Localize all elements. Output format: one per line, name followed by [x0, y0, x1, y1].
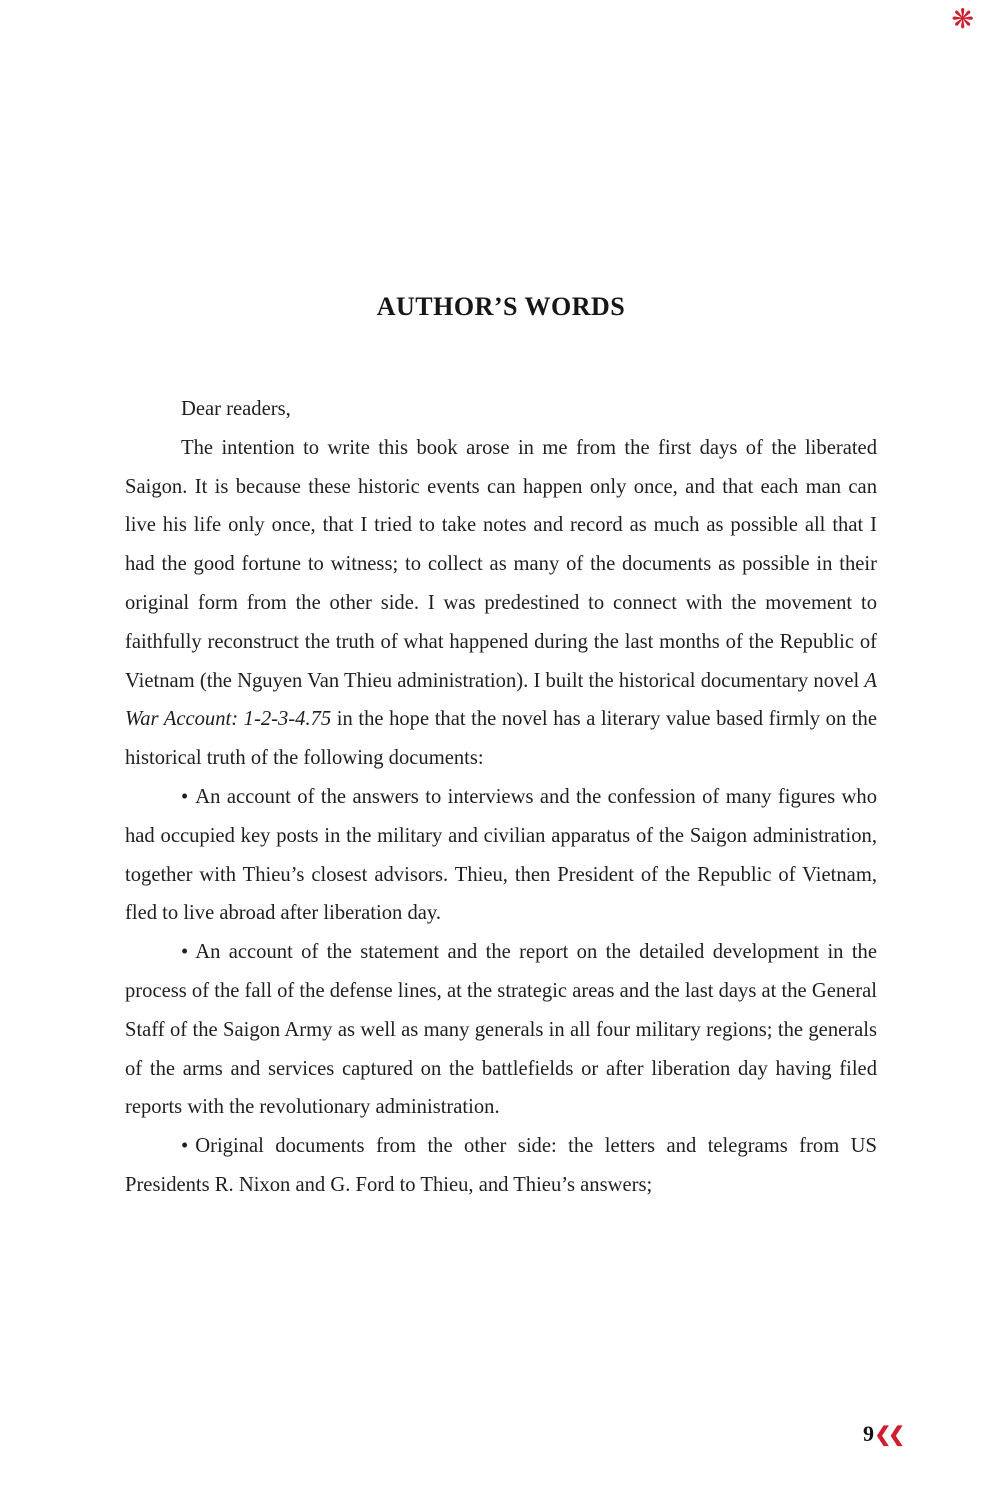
- ornament-asterisk-icon: ❋: [951, 4, 974, 34]
- bullet-paragraph: [125, 1127, 877, 1205]
- rewind-arrows-icon: ❮❮: [874, 1424, 902, 1446]
- salutation: Dear readers,: [181, 398, 291, 420]
- intro-text-after: in the hope that the novel has a literary value based firmly on the historical truth of the following documents:: [125, 708, 877, 770]
- body-text: [125, 390, 877, 1205]
- bullet-text: An account of the answers to interviews and the confession of many figures who had occupied key posts in the military and civilian apparatus of the Saigon administration, together with Thieu’s closest advisors. Thieu, then President of the Republic of Vietnam, fled to live abroad after liberation day.: [125, 785, 877, 925]
- bullet-icon: •: [181, 941, 189, 964]
- bullet-icon: •: [181, 1135, 189, 1158]
- book-title-italic: A War Account: 1-2-3-4.75: [125, 669, 877, 731]
- page-footer: [863, 1421, 902, 1447]
- intro-paragraph: [125, 429, 877, 778]
- bullet-text: An account of the statement and the report on the detailed development in the process of the fall of the defense lines, at the strategic areas and the last days at the General Staff of the Saigon Army as well as many generals in all four military regions; the generals of the arms and services captured on the battlefields or after liberation day having filed reports with the revolutionary administration.: [125, 941, 877, 1119]
- bullet-text: Original documents from the other side: the letters and telegrams from US Presidents R. Nixon and G. Ford to Thieu, and Thieu’s answers;: [125, 1135, 877, 1196]
- page-number: 9: [862, 1421, 875, 1446]
- page-content: [125, 0, 877, 1205]
- bullet-icon: •: [181, 785, 189, 808]
- bullet-paragraph: [125, 933, 877, 1127]
- bullet-paragraph: [125, 778, 877, 933]
- page-title: AUTHOR’S WORDS: [376, 292, 626, 321]
- intro-text-before: The intention to write this book arose in me from the first days of the liberated Saigon. It is because these historic events can happen only once, and that each man can live his life only once, that I tried to take notes and record as much as possible all that I had the good fortune to witness; to collect as many of the documents as possible in their original form from the other side. I was predestined to connect with the movement to faithfully reconstruct the truth of what happened during the last months of the Republic of Vietnam (the Nguyen Van Thieu administration). I built the historical documentary novel: [125, 436, 877, 692]
